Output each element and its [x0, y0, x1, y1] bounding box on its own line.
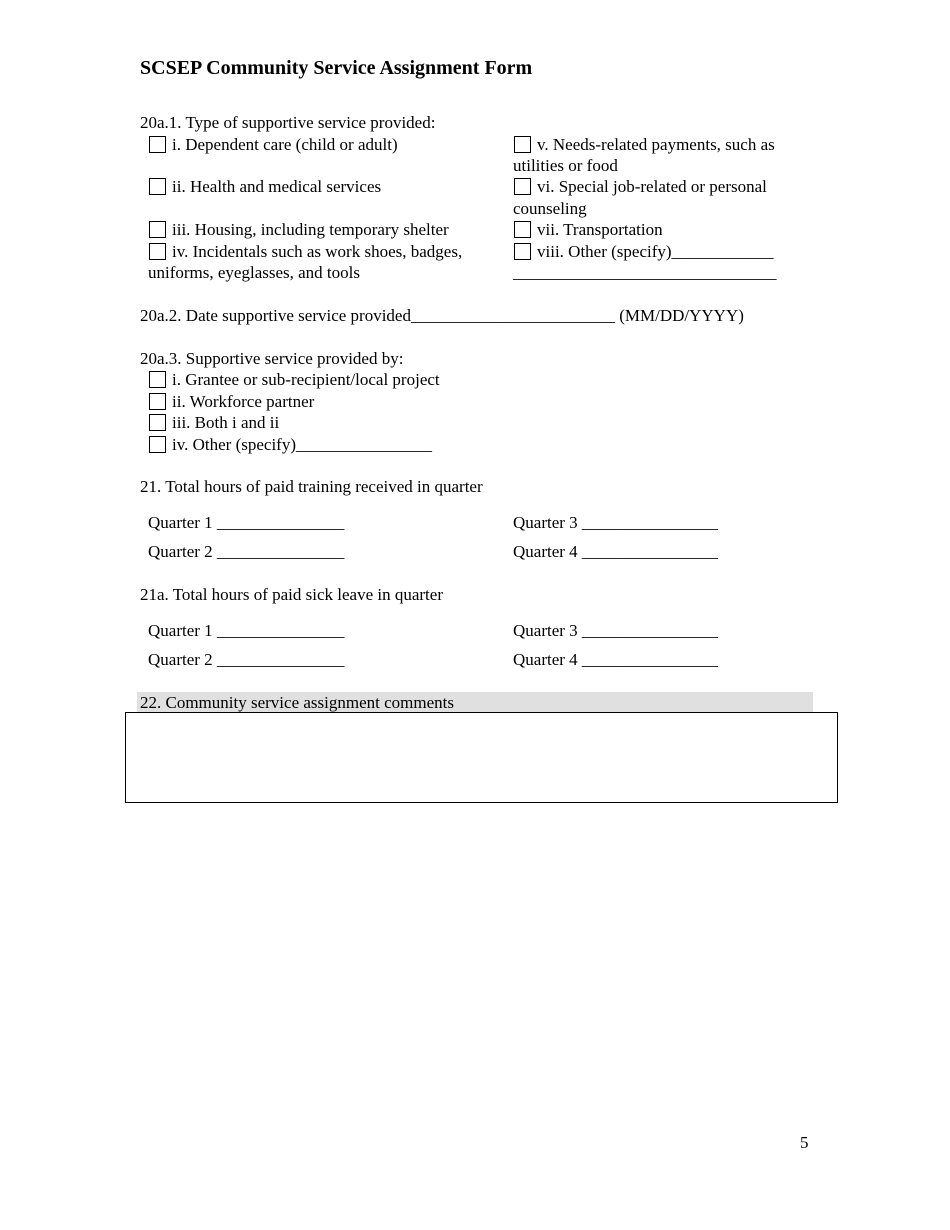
q20a1-option-housing [149, 219, 449, 241]
option-label: iii. Housing, including temporary shelter [172, 220, 449, 239]
incidentals-checkbox[interactable] [149, 243, 166, 260]
housing-checkbox[interactable] [149, 221, 166, 238]
option-label: ii. Workforce partner [172, 392, 315, 411]
q21-quarter2-field[interactable]: Quarter 2 _______________ [148, 542, 345, 561]
health-medical-checkbox[interactable] [149, 178, 166, 195]
needs-related-checkbox[interactable] [514, 136, 531, 153]
q20a3-option-both [149, 412, 279, 434]
option-label: vii. Transportation [537, 220, 663, 239]
other-checkbox[interactable] [514, 243, 531, 260]
option-label[interactable]: viii. Other (specify)____________ [537, 242, 774, 261]
q20a1-option-dependent-care [149, 134, 398, 156]
q20a1-other-specify-line[interactable]: _______________________________ [513, 263, 777, 282]
both-checkbox[interactable] [149, 414, 166, 431]
page-title: SCSEP Community Service Assignment Form [140, 57, 533, 79]
q20a3-option-grantee [149, 369, 440, 391]
q22-label: 22. Community service assignment comments [140, 693, 454, 712]
q20a1-option-health-medical [149, 176, 381, 198]
q21a-quarter2-field[interactable]: Quarter 2 _______________ [148, 650, 345, 669]
q21-quarter3-field[interactable]: Quarter 3 ________________ [513, 513, 718, 532]
other-provider-checkbox[interactable] [149, 436, 166, 453]
q21a-label: 21a. Total hours of paid sick leave in quarter [140, 585, 443, 604]
q21a-quarter3-field[interactable]: Quarter 3 ________________ [513, 621, 718, 640]
q20a1-option-transportation [514, 219, 663, 241]
q20a1-option-incidentals-cont: uniforms, eyeglasses, and tools [148, 263, 360, 282]
dependent-care-checkbox[interactable] [149, 136, 166, 153]
q21-label: 21. Total hours of paid training received in quarter [140, 477, 483, 496]
option-label: v. Needs-related payments, such as [537, 135, 775, 154]
q21-quarter1-field[interactable]: Quarter 1 _______________ [148, 513, 345, 532]
q21a-quarter1-field[interactable]: Quarter 1 _______________ [148, 621, 345, 640]
option-label: i. Grantee or sub-recipient/local project [172, 370, 440, 389]
option-label[interactable]: iv. Other (specify)________________ [172, 435, 432, 454]
q20a1-option-needs-related-cont: utilities or food [513, 156, 618, 175]
q20a1-option-other [514, 241, 774, 263]
q20a2-date-field[interactable]: 20a.2. Date supportive service provided________________________ (MM/DD/YYYY) [140, 306, 744, 325]
option-label: i. Dependent care (child or adult) [172, 135, 398, 154]
q20a1-label: 20a.1. Type of supportive service provided: [140, 113, 436, 132]
workforce-partner-checkbox[interactable] [149, 393, 166, 410]
counseling-checkbox[interactable] [514, 178, 531, 195]
transportation-checkbox[interactable] [514, 221, 531, 238]
q20a1-option-needs-related [514, 134, 775, 156]
q20a3-label: 20a.3. Supportive service provided by: [140, 349, 404, 368]
grantee-checkbox[interactable] [149, 371, 166, 388]
q20a3-option-workforce [149, 391, 314, 413]
q20a1-option-counseling-cont: counseling [513, 199, 587, 218]
q21a-quarter4-field[interactable]: Quarter 4 ________________ [513, 650, 718, 669]
option-label: ii. Health and medical services [172, 177, 382, 196]
option-label: iii. Both i and ii [172, 413, 280, 432]
comments-textarea[interactable] [125, 712, 838, 803]
q20a1-option-incidentals [149, 241, 462, 263]
q21-quarter4-field[interactable]: Quarter 4 ________________ [513, 542, 718, 561]
q20a3-option-other [149, 434, 432, 456]
page-number: 5 [800, 1133, 809, 1152]
q20a1-option-counseling [514, 176, 767, 198]
option-label: iv. Incidentals such as work shoes, badges, [172, 242, 463, 261]
option-label: vi. Special job-related or personal [537, 177, 767, 196]
